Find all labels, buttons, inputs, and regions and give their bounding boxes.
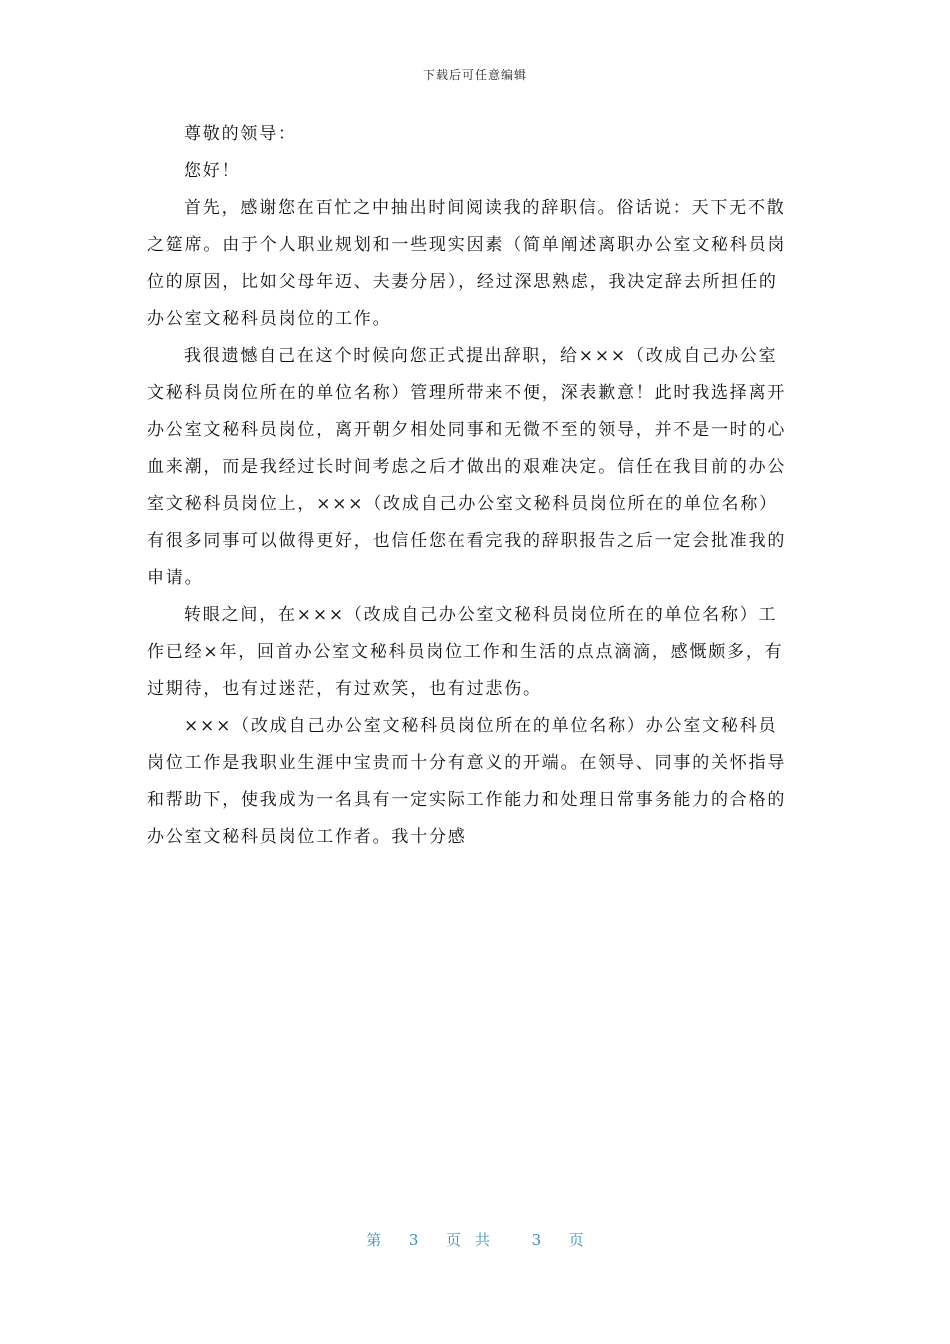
footer-prefix: 第	[366, 1231, 382, 1249]
paragraph-line: 有很多同事可以做得更好，也信任您在看完我的辞职报告之后一定会批准我的	[147, 531, 787, 551]
paragraph-line: 位的原因，比如父母年迈、夫妻分居），经过深思熟虑，我决定辞去所担任的	[147, 272, 778, 292]
footer-total-pages: 3	[531, 1231, 542, 1249]
paragraph-4	[147, 708, 797, 856]
paragraph-2	[147, 338, 797, 597]
paragraph-line: 过期待，也有过迷茫，有过欢笑，也有过悲伤。	[147, 679, 542, 699]
paragraph-line: ×××（改成自己办公室文秘科员岗位所在的单位名称）办公室文秘科员	[184, 716, 778, 736]
greeting: 您好！	[184, 161, 241, 181]
paragraph-line: 转眼之间，在×××（改成自己办公室文秘科员岗位所在的单位名称）工	[184, 605, 778, 625]
paragraph-line: 和帮助下，使我成为一名具有一定实际工作能力和处理日常事务能力的合格的	[147, 790, 787, 810]
paragraph-line: 首先，感谢您在百忙之中抽出时间阅读我的辞职信。俗话说：天下无不散	[184, 198, 786, 218]
paragraph-line: 我很遗憾自己在这个时候向您正式提出辞职，给×××（改成自己办公室	[184, 346, 778, 366]
paragraph-line: 文秘科员岗位所在的单位名称）管理所带来不便，深表歉意！此时我选择离开	[147, 383, 787, 403]
paragraph-line: 之筵席。由于个人职业规划和一些现实因素（简单阐述离职办公室文秘科员岗	[147, 235, 787, 255]
paragraph-3	[147, 597, 797, 708]
paragraph-line: 作已经×年，回首办公室文秘科员岗位工作和生活的点点滴滴，感慨颇多，有	[147, 642, 784, 662]
paragraph-line: 办公室文秘科员岗位的工作。	[147, 309, 392, 329]
footer-current-page: 3	[408, 1231, 419, 1249]
paragraph-line: 办公室文秘科员岗位，离开朝夕相处同事和无微不至的领导，并不是一时的心	[147, 420, 787, 440]
footer-suffix: 页	[568, 1231, 584, 1249]
salutation: 尊敬的领导：	[184, 124, 297, 144]
paragraph-line: 血来潮，而是我经过长时间考虑之后才做出的艰难决定。信任在我目前的办公	[147, 457, 787, 477]
page-footer	[0, 1229, 950, 1250]
paragraph-line: 申请。	[147, 568, 204, 588]
paragraph-line: 岗位工作是我职业生涯中宝贵而十分有意义的开端。在领导、同事的关怀指导	[147, 753, 787, 773]
page-header: 下载后可任意编辑	[422, 68, 527, 82]
paragraph-line: 办公室文秘科员岗位工作者。我十分感	[147, 827, 467, 847]
footer-middle: 页共	[445, 1231, 504, 1249]
letter-body	[147, 116, 797, 856]
paragraph-line: 室文秘科员岗位上，×××（改成自己办公室文秘科员岗位所在的单位名称）	[147, 494, 778, 514]
paragraph-1	[147, 190, 797, 338]
